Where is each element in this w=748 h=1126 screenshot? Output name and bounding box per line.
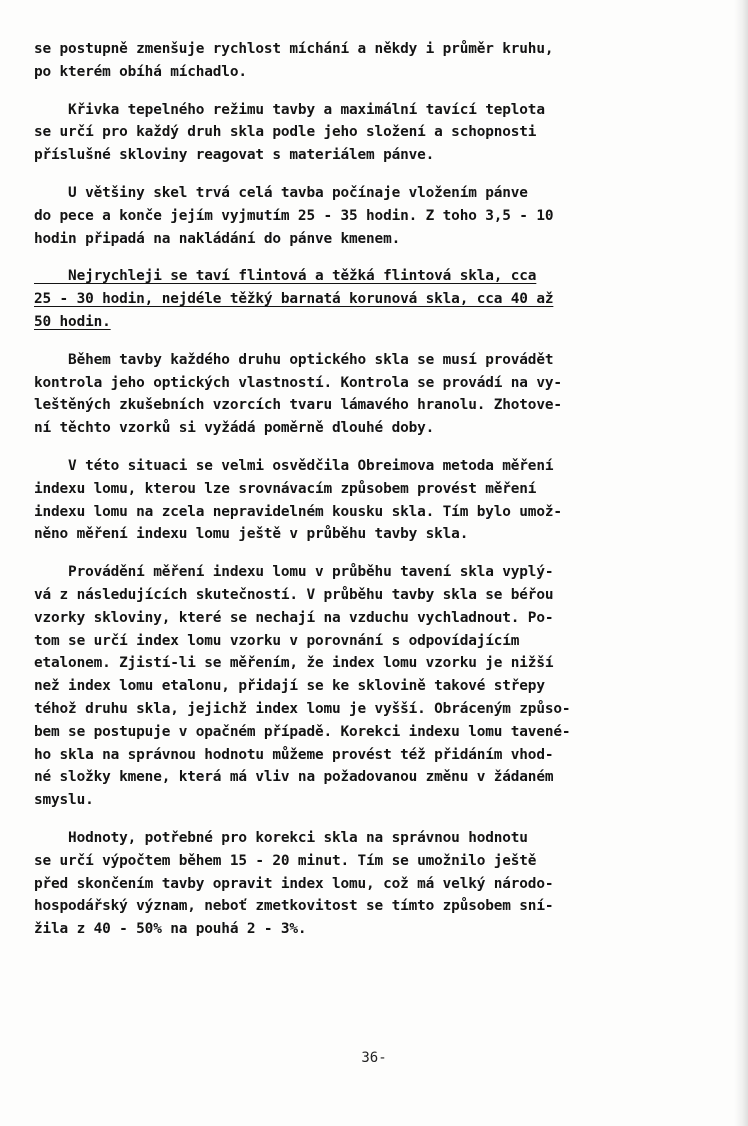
body-text [34, 38, 684, 941]
text-line: Hodnoty, potřebné pro korekci skla na správnou hodnotu [34, 829, 528, 846]
page-edge-shadow [734, 0, 748, 1126]
text-line: se určí pro každý druh skla podle jeho složení a schopnosti [34, 124, 537, 141]
text-line: U většiny skel trvá celá tavba počínaje vložením pánve [34, 184, 528, 201]
text-line: smyslu. [34, 792, 94, 809]
text-line: né složky kmene, která má vliv na požadovanou změnu v žádaném [34, 769, 554, 786]
text-line: ní těchto vzorků si vyžádá poměrně dlouhé doby. [34, 420, 435, 437]
text-line: téhož druhu skla, jejichž index lomu je vyšší. Obráceným způso- [34, 700, 571, 717]
text-line: do pece a konče jejím vyjmutím 25 - 35 hodin. Z toho 3,5 - 10 [34, 207, 554, 224]
text-line: se postupně zmenšuje rychlost míchání a někdy i průměr kruhu, [34, 41, 554, 57]
text-line: něno měření indexu lomu ještě v průběhu tavby skla. [34, 526, 469, 543]
text-line: žila z 40 - 50% na pouhá 2 - 3%. [34, 921, 307, 938]
text-line-underlined: Nejrychleji se taví flintová a těžká flintová skla, cca [34, 268, 537, 285]
text-line-underlined: 50 hodin. [34, 313, 111, 330]
page-number: 36- [361, 1050, 387, 1066]
text-line: hodin připadá na nakládání do pánve kmenem. [34, 230, 401, 247]
text-line: po kterém obíhá míchadlo. [34, 63, 247, 80]
text-line-underlined: 25 - 30 hodin, nejdéle těžký barnatá korunová skla, cca 40 až [34, 291, 554, 308]
text-line: indexu lomu na zcela nepravidelném kousku skla. Tím bylo umož- [34, 503, 562, 520]
text-line: než index lomu etalonu, přidají se ke sklovině takové střepy [34, 678, 545, 695]
text-line: vá z následujících skutečností. V průběhu tavby skla se béřou [34, 586, 554, 603]
text-line: příslušné skloviny reagovat s materiálem pánve. [34, 147, 435, 164]
text-line: hospodářský význam, neboť zmetkovitost se tímto způsobem sní- [34, 898, 554, 915]
text-line: vzorky skloviny, které se nechají na vzduchu vychladnout. Po- [34, 609, 554, 626]
text-line: indexu lomu, kterou lze srovnávacím způsobem provést měření [34, 480, 537, 497]
text-line: tom se určí index lomu vzorku v porovnání s odpovídajícím [34, 632, 520, 649]
text-line: V této situaci se velmi osvědčila Obreimova metoda měření [34, 457, 554, 474]
text-line: Během tavby každého druhu optického skla se musí provádět [34, 351, 554, 368]
text-line: etalonem. Zjistí-li se měřením, že index lomu vzorku je nižší [34, 655, 554, 672]
text-line: před skončením tavby opravit index lomu, což má velký národo- [34, 875, 554, 892]
text-line: leštěných zkušebních vzorcích tvaru lámavého hranolu. Zhotove- [34, 397, 562, 414]
text-line: Křivka tepelného režimu tavby a maximální tavící teplota [34, 101, 545, 118]
text-line: kontrola jeho optických vlastností. Kontrola se provádí na vy- [34, 374, 562, 391]
text-line: ho skla na správnou hodnotu můžeme provést též přidáním vhod- [34, 746, 554, 763]
text-line: Provádění měření indexu lomu v průběhu tavení skla vyplý- [34, 564, 554, 581]
text-line: bem se postupuje v opačném případě. Korekci indexu lomu tavené- [34, 723, 571, 740]
text-line: se určí výpočtem během 15 - 20 minut. Tím se umožnilo ještě [34, 852, 537, 869]
